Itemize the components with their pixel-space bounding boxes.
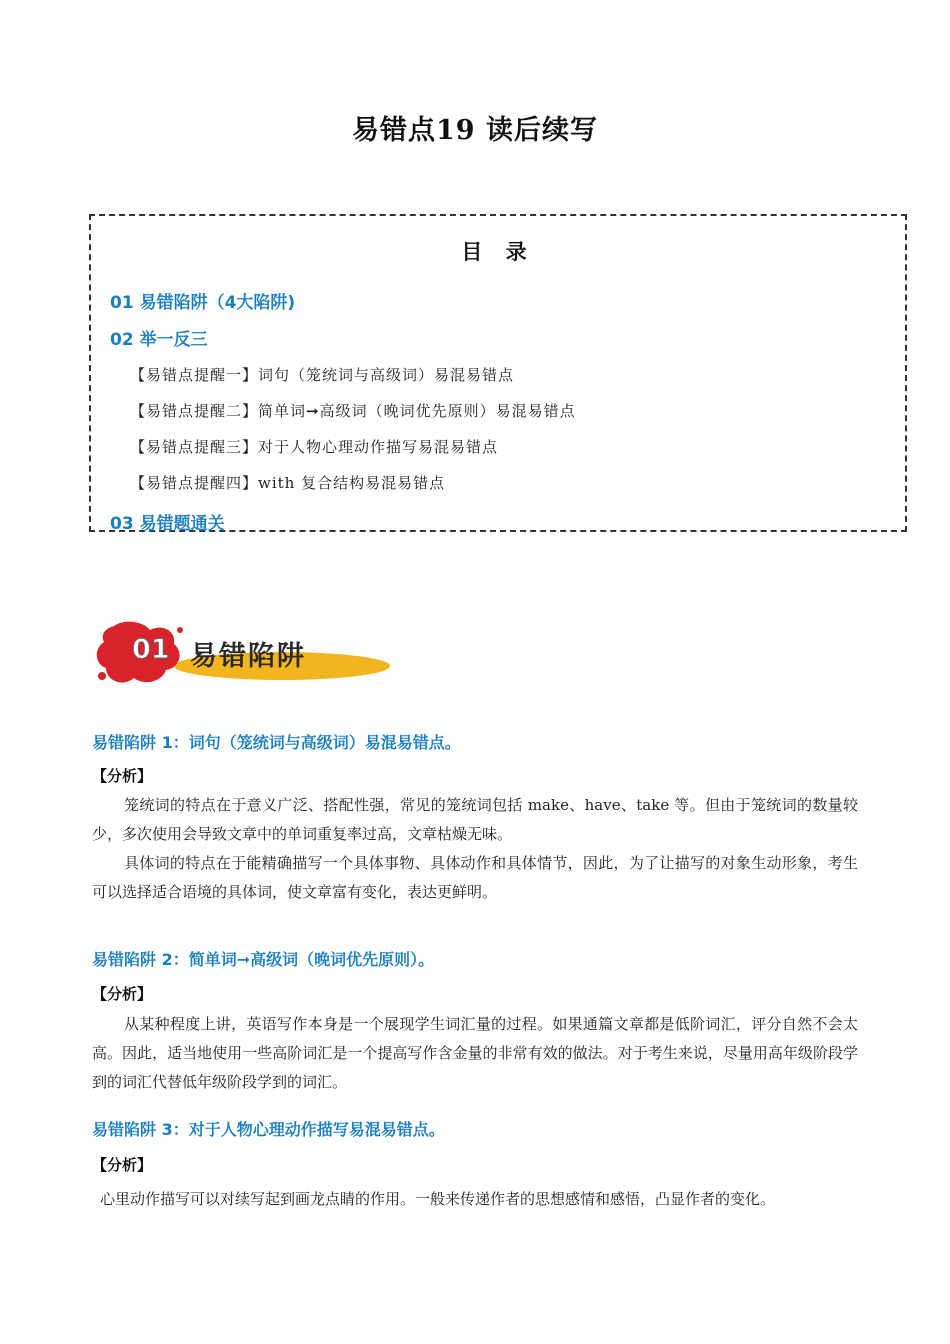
trap-2-heading: 易错陷阱 2：简单词➞高级词（晚词优先原则）。 xyxy=(92,950,435,969)
trap-3-analysis-label: 【分析】 xyxy=(92,1156,153,1174)
trap-3-paragraph-1: 心里动作描写可以对续写起到画龙点睛的作用。一般来传递作者的思想感情和感悟，凸显作者的变化。 xyxy=(100,1190,776,1208)
trap-1-heading: 易错陷阱 1：词句（笼统词与高级词）易混易错点。 xyxy=(92,733,461,752)
trap-1-paragraph-2: 具体词的特点在于能精确描写一个具体事物、具体动作和具体情节，因此，为了让描写的对象生动形象，考生可以选择适合语境的具体词，使文章富有变化，表达更鲜明。 xyxy=(92,854,858,901)
toc-link-traps[interactable]: 01 易错陷阱（4大陷阱) xyxy=(110,293,296,313)
table-of-contents xyxy=(89,214,907,532)
trap-2-paragraph-1: 从某种程度上讲，英语写作本身是一个展现学生词汇量的过程。如果通篇文章都是低阶词汇，评分自然不会太高。因此，适当地使用一些高阶词汇是一个提高写作含金量的非常有效的做法。对于考生来说，尽量用高年级阶段学到的词汇代替低年级阶段学到的词汇。 xyxy=(92,1015,858,1091)
toc-item-reminder-4[interactable]: 【易错点提醒四】with 复合结构易混易错点 xyxy=(130,474,446,492)
page-title: 易错点19 读后续写 xyxy=(352,115,598,146)
trap-1-paragraph-1: 笼统词的特点在于意义广泛、搭配性强，常见的笼统词包括 make、have、take 等。但由于笼统词的数量较少，多次使用会导致文章中的单词重复率过高，文章枯燥无味。 xyxy=(92,796,858,843)
toc-heading: 目 录 xyxy=(461,240,535,264)
toc-item-reminder-1[interactable]: 【易错点提醒一】词句（笼统词与高级词）易混易错点 xyxy=(130,366,515,384)
banner-title: 易错陷阱 xyxy=(190,641,306,672)
section-banner xyxy=(92,616,392,692)
banner-number: 01 xyxy=(132,634,170,665)
toc-item-reminder-2[interactable]: 【易错点提醒二】简单词➞高级词（晚词优先原则）易混易错点 xyxy=(130,402,576,420)
toc-item-reminder-3[interactable]: 【易错点提醒三】对于人物心理动作描写易混易错点 xyxy=(130,438,499,456)
trap-1-analysis-label: 【分析】 xyxy=(92,767,153,785)
trap-3-heading: 易错陷阱 3：对于人物心理动作描写易混易错点。 xyxy=(92,1120,445,1139)
toc-link-examples[interactable]: 02 举一反三 xyxy=(110,330,208,350)
toc-link-exercises[interactable]: 03 易错题通关 xyxy=(110,514,225,534)
trap-2-analysis-label: 【分析】 xyxy=(92,985,153,1003)
